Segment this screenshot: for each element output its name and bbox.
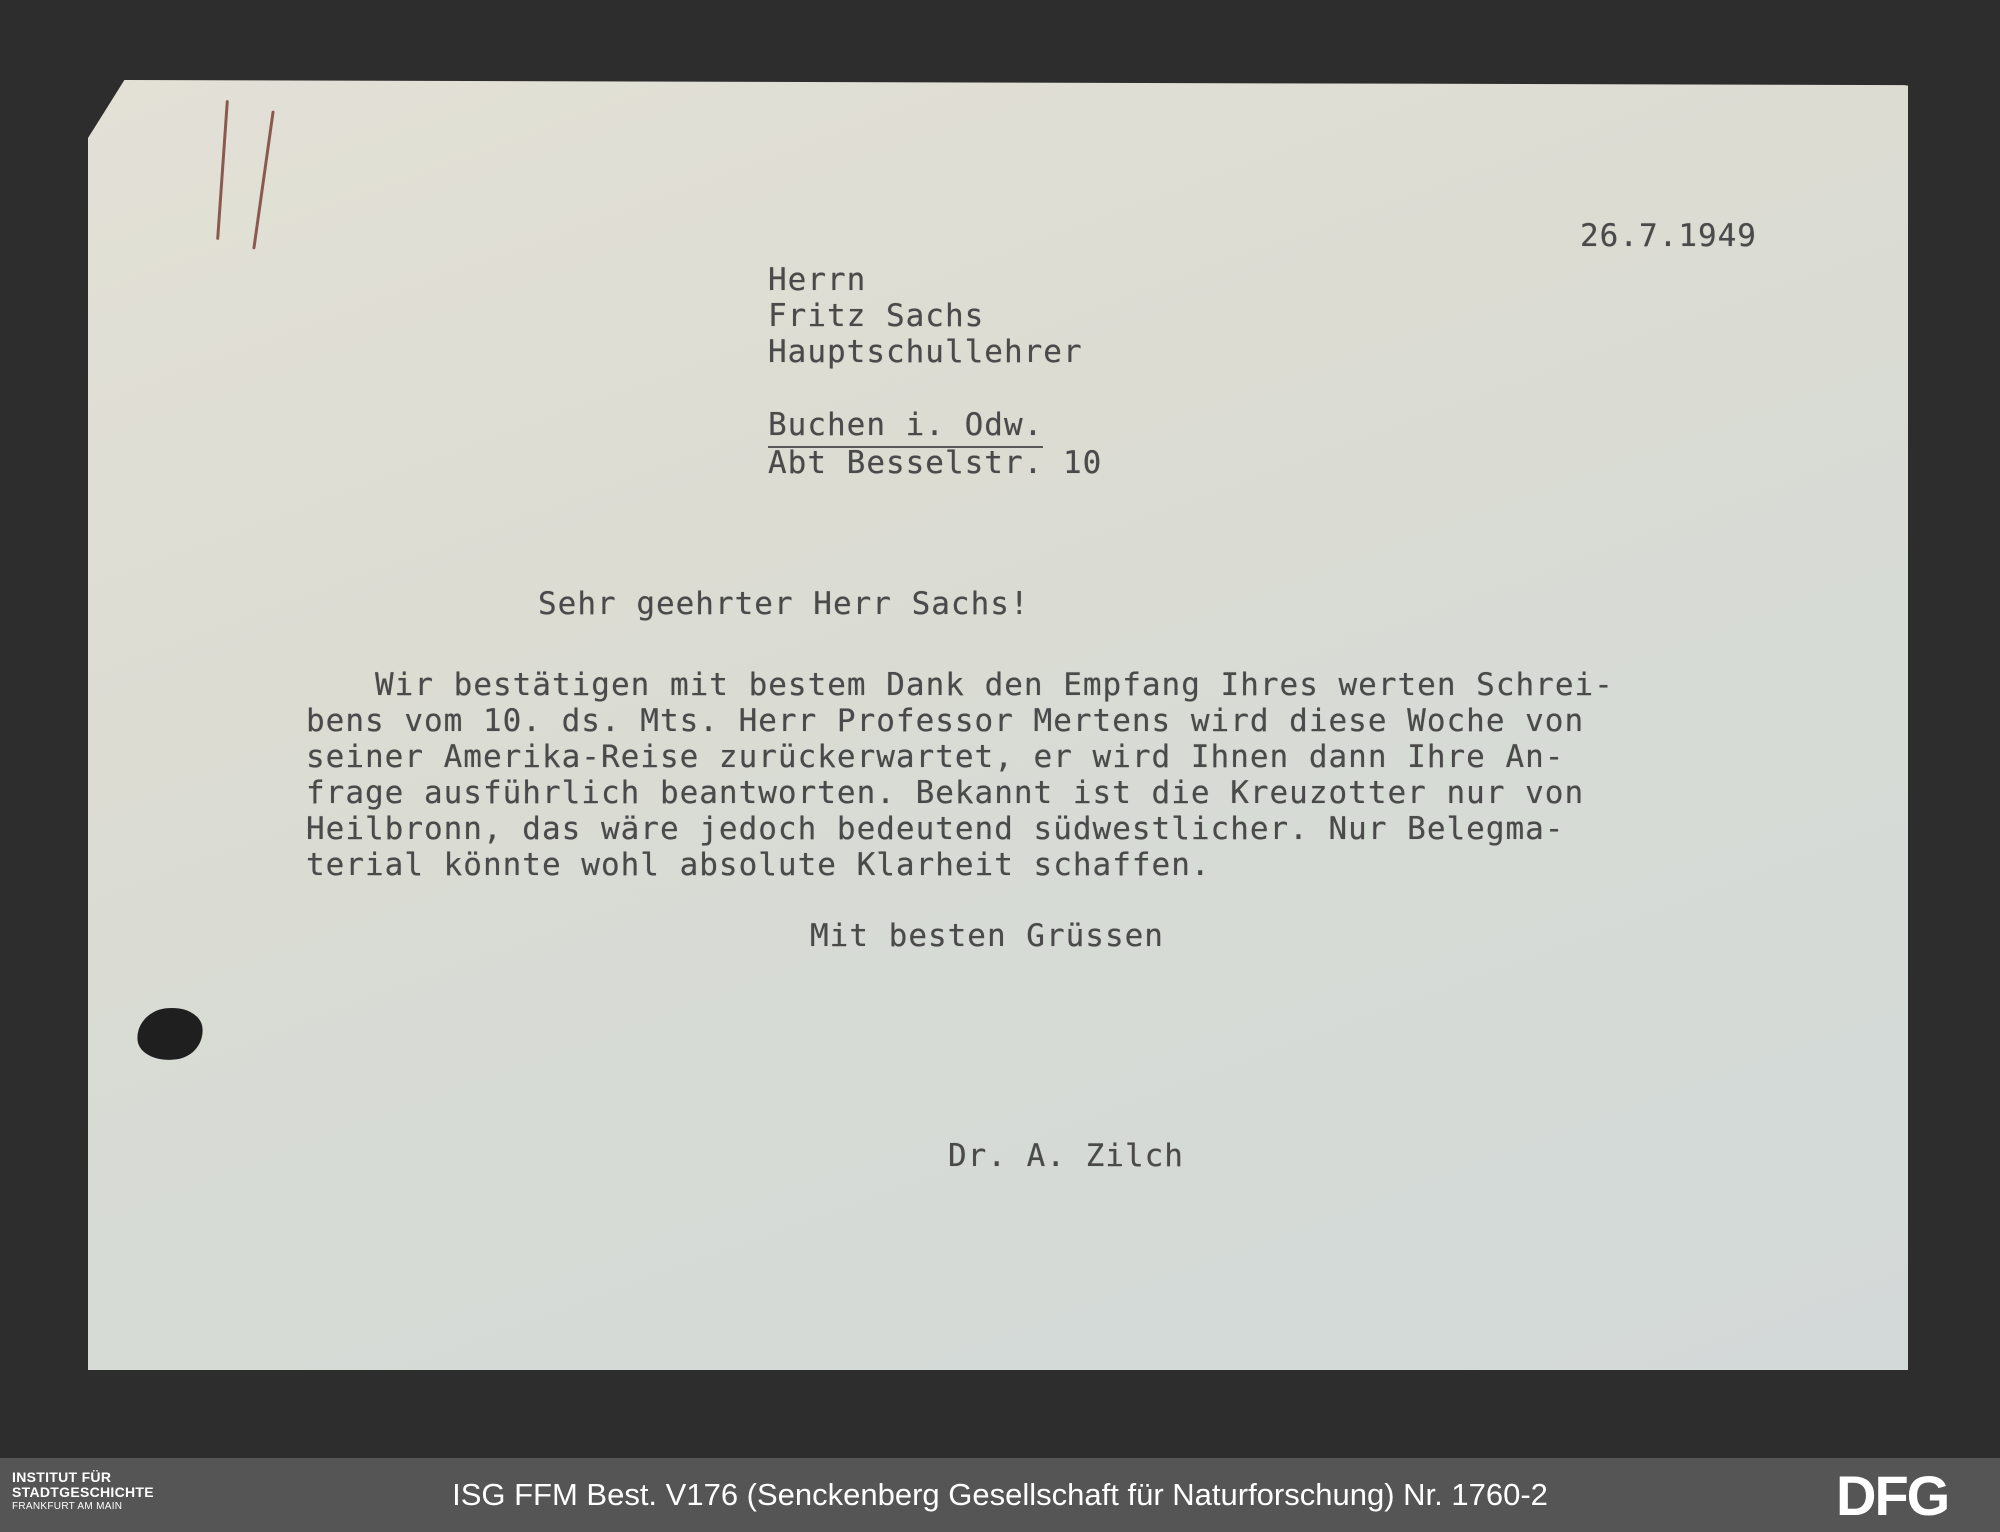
body-line: seiner Amerika-Reise zurückerwartet, er wird Ihnen dann Ihre An- [306,739,1565,775]
address-city: Buchen i. Odw. [768,407,1043,448]
body-line: bens vom 10. ds. Mts. Herr Professor Mertens wird diese Woche von [306,703,1585,739]
letter-closing: Mit besten Grüssen [810,918,1164,954]
letter-signature: Dr. A. Zilch [948,1138,1184,1174]
archive-caption: ISG FFM Best. V176 (Senckenberg Gesellschaft für Naturforschung) Nr. 1760-2 [452,1477,1548,1512]
body-line: Wir bestätigen mit bestem Dank den Empfang Ihres werten Schrei- [375,667,1614,703]
institution-name-line: STADTGESCHICHTE [12,1484,154,1500]
letter-date: 26.7.1949 [1580,218,1757,254]
address-name: Fritz Sachs [768,298,985,334]
body-line: Heilbronn, das wäre jedoch bedeutend südwestlicher. Nur Belegma- [306,811,1565,847]
dfg-logo: DFG [1836,1464,1949,1527]
institution-name-line: INSTITUT FÜR [12,1469,112,1485]
body-line: frage ausführlich beantworten. Bekannt ist die Kreuzotter nur von [306,775,1585,811]
letter-greeting: Sehr geehrter Herr Sachs! [538,586,1030,622]
address-street: Abt Besselstr. 10 [768,445,1103,481]
institution-city-line: FRANKFURT AM MAIN [12,1501,123,1512]
address-title: Hauptschullehrer [768,334,1083,370]
address-salutation: Herrn [768,262,867,298]
body-line: terial könnte wohl absolute Klarheit schaffen. [306,847,1211,883]
